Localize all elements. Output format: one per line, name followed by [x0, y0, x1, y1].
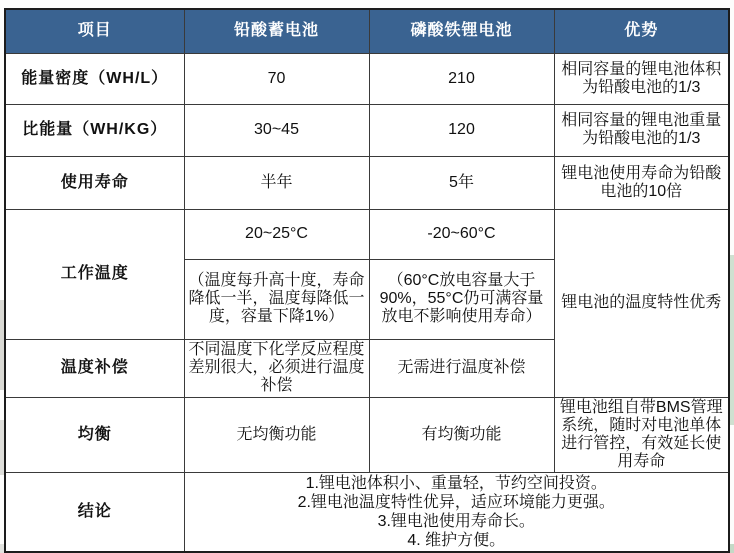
row-label-specific-energy: 比能量（WH/KG）	[5, 104, 184, 156]
cell-temp-compensation-lead: 不同温度下化学反应程度差别很大，必须进行温度补偿	[184, 339, 369, 397]
cell-working-temp-advantage: 锂电池的温度特性优秀	[554, 209, 729, 397]
table-row-conclusion	[5, 472, 729, 552]
table-row-balance	[5, 397, 729, 472]
table-header-row	[5, 9, 729, 53]
cell-temp-compensation-lifepo4: 无需进行温度补偿	[369, 339, 554, 397]
cell-working-temp-lead-range: 20~25°C	[184, 209, 369, 259]
row-label-temperature-compensation: 温度补偿	[5, 339, 184, 397]
header-lead-acid: 铅酸蓄电池	[184, 9, 369, 53]
conclusion-item-3: 3.锂电池使用寿命长。	[377, 512, 535, 530]
cell-service-life-lifepo4: 5年	[369, 156, 554, 209]
table-row-service-life	[5, 156, 729, 209]
cell-specific-energy-lifepo4: 120	[369, 104, 554, 156]
header-item: 项目	[5, 9, 184, 53]
cell-working-temp-lifepo4-note: （60°C放电容量大于90%，55°C仍可满容量放电不影响使用寿命）	[369, 259, 554, 339]
cell-balance-lifepo4: 有均衡功能	[369, 397, 554, 472]
row-label-working-temperature: 工作温度	[5, 209, 184, 339]
row-label-energy-density: 能量密度（WH/L）	[5, 53, 184, 104]
table-row-energy-density	[5, 53, 729, 104]
cell-service-life-lead: 半年	[184, 156, 369, 209]
cell-working-temp-lead-note: （温度每升高十度，寿命降低一半，温度每降低一度，容量下降1%）	[184, 259, 369, 339]
table-row-specific-energy	[5, 104, 729, 156]
table-row-working-temperature-range	[5, 209, 729, 259]
cell-service-life-advantage: 锂电池使用寿命为铅酸电池的10倍	[554, 156, 729, 209]
cell-balance-lead: 无均衡功能	[184, 397, 369, 472]
cell-specific-energy-lead: 30~45	[184, 104, 369, 156]
cell-energy-density-advantage: 相同容量的锂电池体积为铅酸电池的1/3	[554, 53, 729, 104]
header-lifepo4: 磷酸铁锂电池	[369, 9, 554, 53]
cell-working-temp-lifepo4-range: -20~60°C	[369, 209, 554, 259]
cell-balance-advantage: 锂电池组自带BMS管理系统，随时对电池单体进行管控，有效延长使用寿命	[554, 397, 729, 472]
row-label-conclusion: 结论	[5, 472, 184, 552]
comparison-table	[4, 8, 730, 553]
header-advantage: 优势	[554, 9, 729, 53]
cell-conclusion	[184, 472, 729, 552]
conclusion-item-4: 4. 维护方便。	[407, 531, 506, 549]
cell-energy-density-lifepo4: 210	[369, 53, 554, 104]
conclusion-item-2: 2.锂电池温度特性优异，适应环境能力更强。	[297, 493, 615, 511]
row-label-service-life: 使用寿命	[5, 156, 184, 209]
cell-specific-energy-advantage: 相同容量的锂电池重量为铅酸电池的1/3	[554, 104, 729, 156]
conclusion-item-1: 1.锂电池体积小、重量轻，节约空间投资。	[305, 474, 607, 492]
row-label-balance: 均衡	[5, 397, 184, 472]
cell-energy-density-lead: 70	[184, 53, 369, 104]
